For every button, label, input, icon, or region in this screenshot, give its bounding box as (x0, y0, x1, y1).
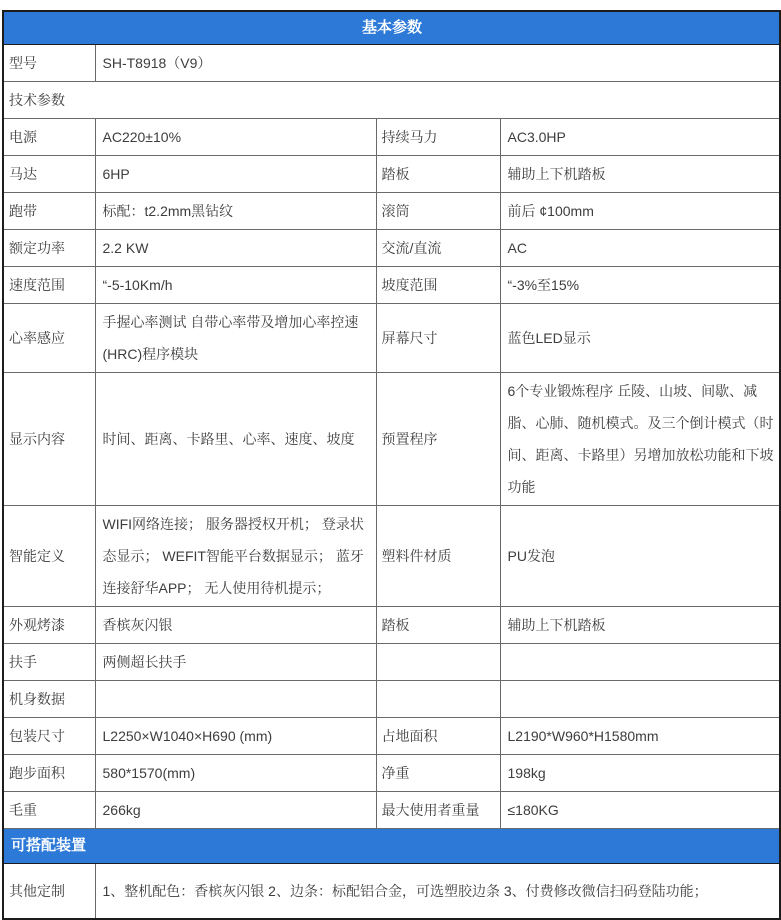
spec-value-power: AC220±10% (95, 119, 376, 156)
spec-label-blank-1 (376, 644, 500, 681)
spec-value-max-user-weight: ≤180KG (500, 792, 780, 829)
spec-value-pedal: 辅助上下机踏板 (500, 156, 780, 193)
spec-label-blank-2 (376, 681, 500, 718)
spec-label-running-belt: 跑带 (3, 193, 95, 230)
spec-value-incline-range: “-3%至15% (500, 267, 780, 304)
spec-value-blank-1 (500, 644, 780, 681)
table-row-handrail-blank-1 (3, 644, 780, 681)
table-row-smart-features-plastic-material (3, 506, 780, 607)
table-row-gross-weight-max-user-weight (3, 792, 780, 829)
spec-label-pedal: 踏板 (376, 156, 500, 193)
spec-label-screen-size: 屏幕尺寸 (376, 304, 500, 373)
table-row-package-size-floor-area (3, 718, 780, 755)
spec-label-plastic-material: 塑料件材质 (376, 506, 500, 607)
spec-label-incline-range: 坡度范围 (376, 267, 500, 304)
spec-value-package-size: L2250×W1040×H690 (mm) (95, 718, 376, 755)
table-row-tech-params (3, 82, 780, 119)
table-row-speed-range-incline-range (3, 267, 780, 304)
spec-value-exterior-paint: 香槟灰闪银 (95, 607, 376, 644)
spec-value-pedal-2: 辅助上下机踏板 (500, 607, 780, 644)
table-row-heart-rate-sensing-screen-size (3, 304, 780, 373)
spec-value-handrail: 两侧超长扶手 (95, 644, 376, 681)
spec-label-other-customization: 其他定制 (3, 864, 95, 920)
spec-value-gross-weight: 266kg (95, 792, 376, 829)
spec-label-tech-params: 技术参数 (3, 82, 780, 119)
section-header-basic-params: 基本参数 (3, 11, 780, 45)
spec-label-rated-power: 额定功率 (3, 230, 95, 267)
spec-label-running-area: 跑步面积 (3, 755, 95, 792)
spec-label-pedal-2: 踏板 (376, 607, 500, 644)
table-row-other-customization (3, 864, 780, 920)
spec-value-screen-size: 蓝色LED显示 (500, 304, 780, 373)
spec-label-power: 电源 (3, 119, 95, 156)
spec-label-gross-weight: 毛重 (3, 792, 95, 829)
table-row-exterior-paint-pedal-2 (3, 607, 780, 644)
spec-value-preset-programs: 6个专业锻炼程序 丘陵、山坡、间歇、减脂、心肺、随机模式。及三个倒计模式（时间、距离、卡路里）另增加放松功能和下坡功能 (500, 373, 780, 506)
spec-label-continuous-horsepower: 持续马力 (376, 119, 500, 156)
spec-label-speed-range: 速度范围 (3, 267, 95, 304)
spec-label-net-weight: 净重 (376, 755, 500, 792)
spec-value-roller: 前后 ¢100mm (500, 193, 780, 230)
spec-table (2, 10, 781, 920)
spec-value-display-content: 时间、距离、卡路里、心率、速度、坡度 (95, 373, 376, 506)
spec-value-continuous-horsepower: AC3.0HP (500, 119, 780, 156)
spec-label-package-size: 包装尺寸 (3, 718, 95, 755)
spec-label-handrail: 扶手 (3, 644, 95, 681)
spec-value-ac-dc: AC (500, 230, 780, 267)
spec-value-plastic-material: PU发泡 (500, 506, 780, 607)
table-row-power-continuous-horsepower (3, 119, 780, 156)
spec-value-blank-2 (500, 681, 780, 718)
section-header-attachable-devices: 可搭配装置 (3, 829, 780, 864)
spec-label-model: 型号 (3, 45, 95, 82)
spec-label-display-content: 显示内容 (3, 373, 95, 506)
spec-value-smart-features: WIFI网络连接； 服务器授权开机； 登录状态显示； WEFIT智能平台数据显示； 蓝牙连接舒华APP； 无人使用待机提示； (95, 506, 376, 607)
table-row-running-belt-roller (3, 193, 780, 230)
table-row-model (3, 45, 780, 82)
spec-label-floor-area: 占地面积 (376, 718, 500, 755)
table-row-attachable-devices (3, 829, 780, 864)
spec-value-other-customization: 1、整机配色：香槟灰闪银 2、边条：标配铝合金，可选塑胶边条 3、付费修改微信扫码登陆功能； (95, 864, 780, 920)
spec-value-body-data (95, 681, 376, 718)
spec-label-body-data: 机身数据 (3, 681, 95, 718)
table-row-basic-params (3, 11, 780, 45)
table-row-motor-pedal (3, 156, 780, 193)
spec-label-roller: 滚筒 (376, 193, 500, 230)
table-row-body-data-blank-2 (3, 681, 780, 718)
spec-value-running-area: 580*1570(mm) (95, 755, 376, 792)
spec-value-motor: 6HP (95, 156, 376, 193)
spec-table-body (3, 11, 780, 919)
spec-label-ac-dc: 交流/直流 (376, 230, 500, 267)
spec-label-preset-programs: 预置程序 (376, 373, 500, 506)
spec-value-floor-area: L2190*W960*H1580mm (500, 718, 780, 755)
spec-value-running-belt: 标配：t2.2mm黑钻纹 (95, 193, 376, 230)
spec-label-motor: 马达 (3, 156, 95, 193)
spec-value-rated-power: 2.2 KW (95, 230, 376, 267)
spec-label-heart-rate-sensing: 心率感应 (3, 304, 95, 373)
spec-label-exterior-paint: 外观烤漆 (3, 607, 95, 644)
spec-label-max-user-weight: 最大使用者重量 (376, 792, 500, 829)
table-row-running-area-net-weight (3, 755, 780, 792)
spec-label-smart-features: 智能定义 (3, 506, 95, 607)
table-row-display-content-preset-programs (3, 373, 780, 506)
spec-value-speed-range: “-5-10Km/h (95, 267, 376, 304)
spec-value-net-weight: 198kg (500, 755, 780, 792)
spec-value-heart-rate-sensing: 手握心率测试 自带心率带及增加心率控速(HRC)程序模块 (95, 304, 376, 373)
table-row-rated-power-ac-dc (3, 230, 780, 267)
spec-value-model: SH-T8918（V9） (95, 45, 780, 82)
